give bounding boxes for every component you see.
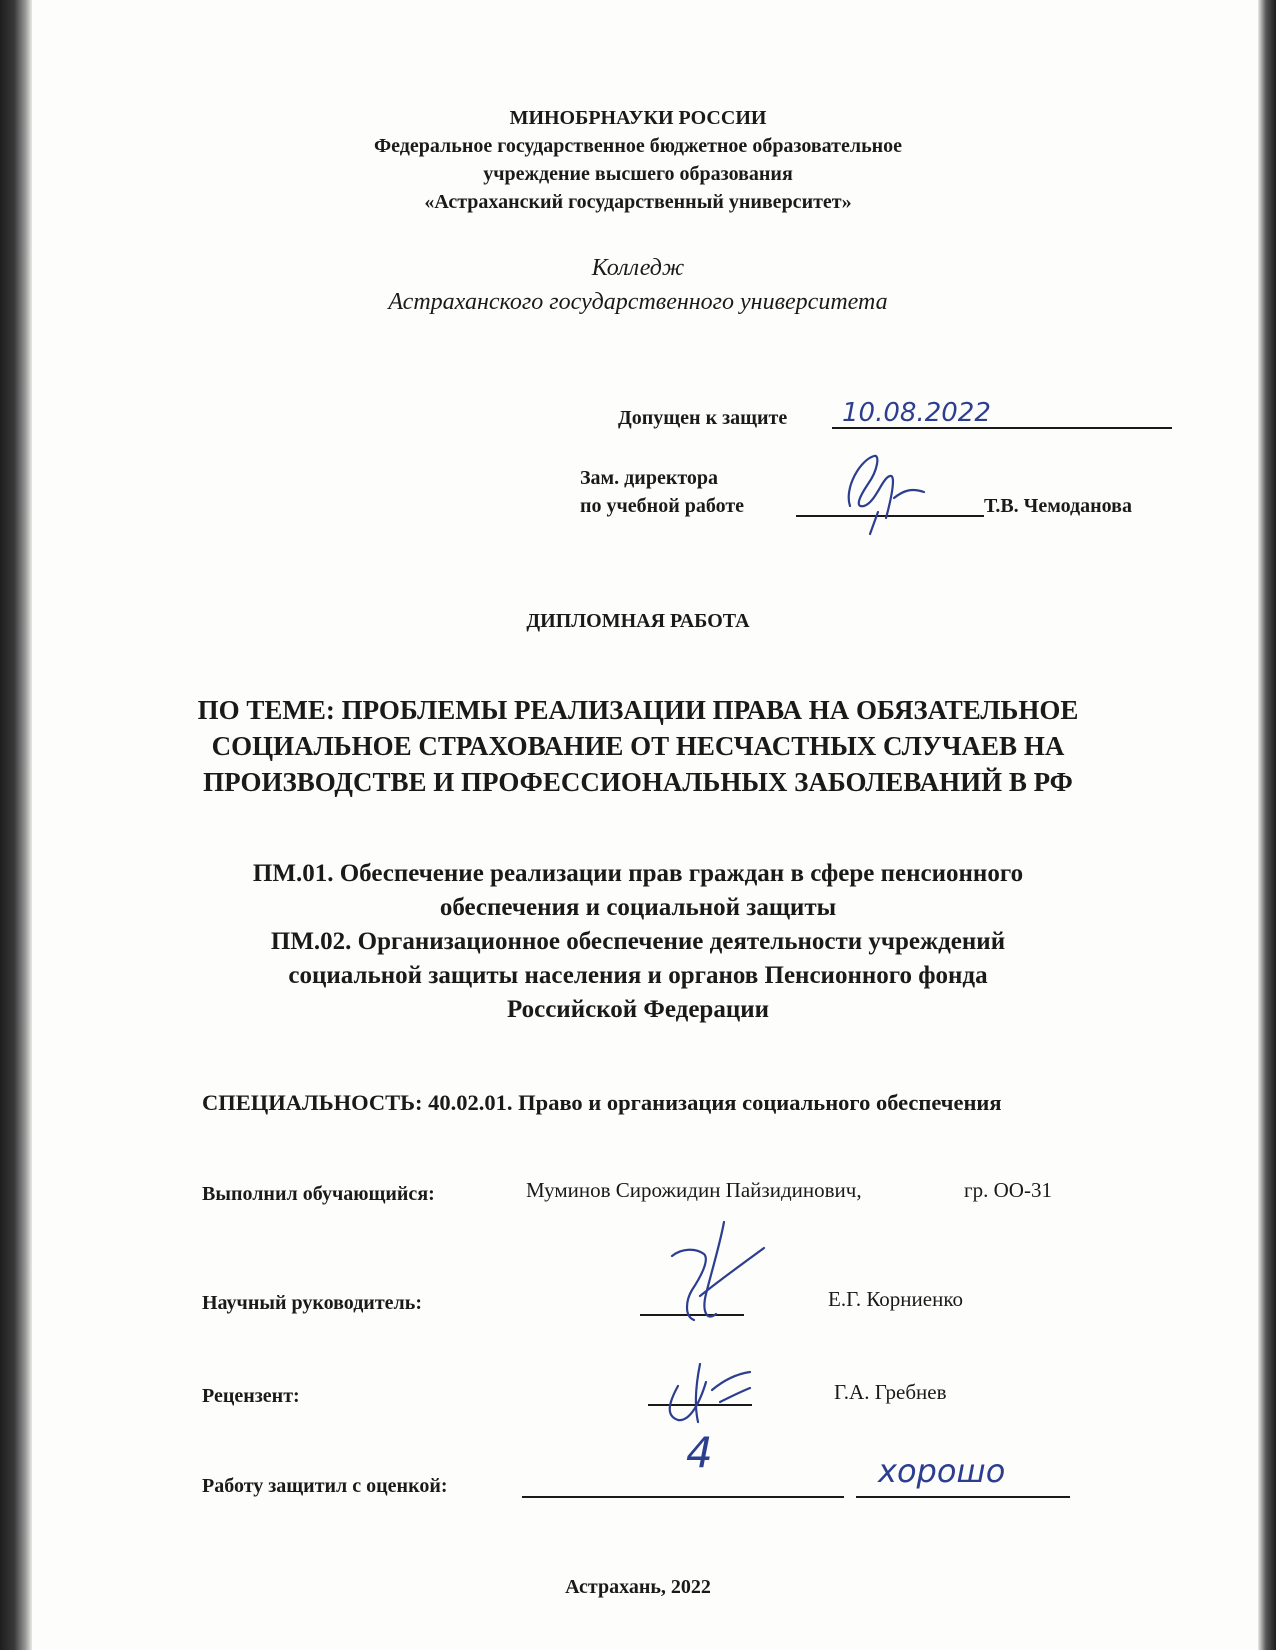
supervisor-label: Научный руководитель: xyxy=(202,1292,422,1314)
grade-label: Работу защитил с оценкой: xyxy=(202,1475,448,1497)
scan-edge-left xyxy=(0,0,32,1650)
reviewer-name: Г.А. Гребнев xyxy=(834,1380,947,1404)
admitted-date-handwritten: 10.08.2022 xyxy=(842,398,991,428)
director-name: Т.В. Чемоданова xyxy=(984,495,1132,517)
student-label: Выполнил обучающийся: xyxy=(202,1183,435,1205)
grade-word-handwritten: хорошо xyxy=(878,1452,1006,1490)
module-line-1: ПМ.01. Обеспечение реализации прав граждан в сфере пенсионного xyxy=(252,860,1024,887)
grade-word-line xyxy=(856,1496,1070,1498)
admitted-label: Допущен к защите xyxy=(618,407,788,429)
work-type: ДИПЛОМНАЯ РАБОТА xyxy=(526,610,750,632)
supervisor-signature xyxy=(660,1218,770,1328)
city-year: Астрахань, 2022 xyxy=(565,1576,711,1598)
position-line-2: по учебной работе xyxy=(580,495,745,517)
module-line-4: социальной защиты населения и органов Пенсионного фонда xyxy=(288,962,988,989)
institution-line-1: Федеральное государственное бюджетное образовательное xyxy=(373,135,903,157)
module-line-2: обеспечения и социальной защиты xyxy=(439,894,837,921)
supervisor-name: Е.Г. Корниенко xyxy=(828,1287,963,1311)
student-name: Муминов Сирожидин Пайзидинович, xyxy=(526,1178,862,1202)
topic-line-3: ПРОИЗВОДСТВЕ И ПРОФЕССИОНАЛЬНЫХ ЗАБОЛЕВАНИЙ В РФ xyxy=(203,767,1073,797)
reviewer-signature xyxy=(654,1346,764,1426)
college-line-1: Колледж xyxy=(591,255,685,281)
director-signature xyxy=(820,448,930,538)
topic-line-1: ПО ТЕМЕ: ПРОБЛЕМЫ РЕАЛИЗАЦИИ ПРАВА НА ОБЯЗАТЕЛЬНОЕ xyxy=(197,695,1079,725)
student-group: гр. ОО-31 xyxy=(964,1178,1052,1202)
institution-line-2: учреждение высшего образования xyxy=(483,163,793,185)
specialty: СПЕЦИАЛЬНОСТЬ: 40.02.01. Право и организация социального обеспечения xyxy=(202,1090,1002,1115)
university-name: «Астраханский государственный университет» xyxy=(424,191,852,213)
reviewer-label: Рецензент: xyxy=(202,1385,300,1407)
ministry-heading: МИНОБРНАУКИ РОССИИ xyxy=(509,107,767,129)
topic-line-2: СОЦИАЛЬНОЕ СТРАХОВАНИЕ ОТ НЕСЧАСТНЫХ СЛУЧАЕВ НА xyxy=(211,731,1065,761)
college-line-2: Астраханского государственного университета xyxy=(388,289,888,315)
grade-digit-line xyxy=(522,1496,844,1498)
position-line-1: Зам. директора xyxy=(580,467,719,489)
scan-edge-right xyxy=(1258,0,1276,1650)
module-line-3: ПМ.02. Организационное обеспечение деятельности учреждений xyxy=(270,928,1006,955)
module-line-5: Российской Федерации xyxy=(506,996,770,1023)
grade-digit-handwritten: 4 xyxy=(686,1428,713,1477)
